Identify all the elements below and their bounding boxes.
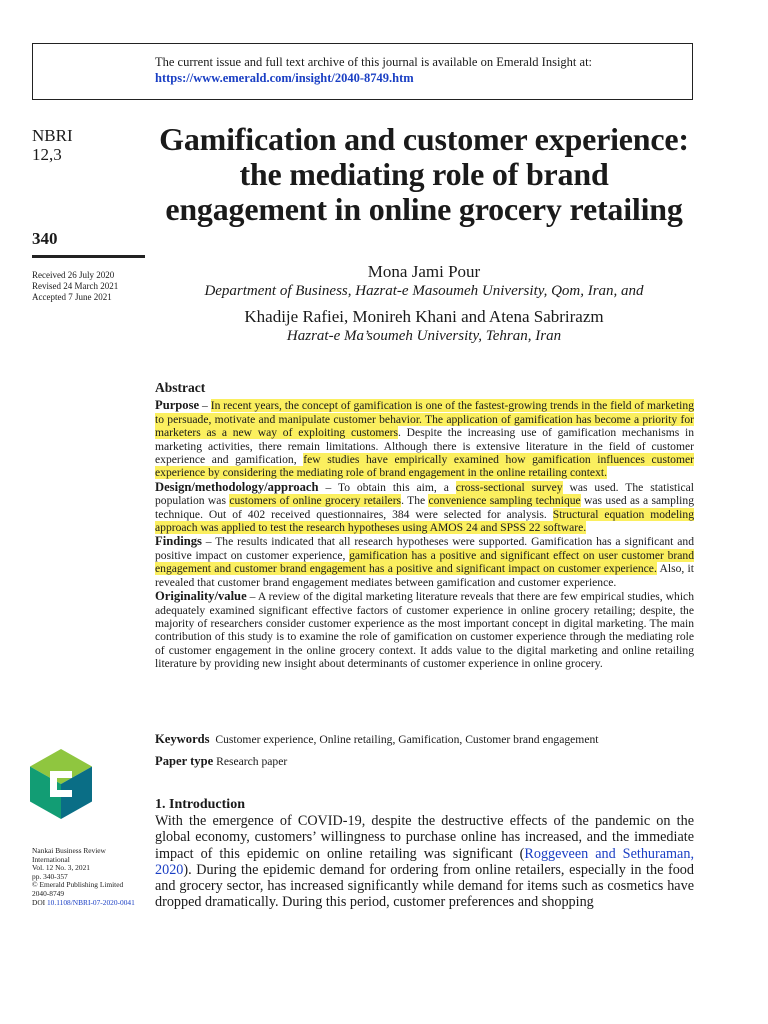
meta-line: © Emerald Publishing Limited [32,880,124,890]
purpose-highlight-2: few studies have empirically examined how gamification influences customer experience by considering the mediating role of brand engagement in the online retailing context. [155,453,694,480]
affiliation-secondary: Hazrat-e Ma’soumeh University, Tehran, Iran [286,328,562,344]
abstract-section [155,381,694,672]
meta-line: Nankai Business Review [32,846,106,855]
paper-type-label: Paper type [155,754,214,768]
page-number: 340 [32,229,58,248]
design-highlight-2: customers of online grocery retailers [229,494,402,508]
originality-text: – A review of the digital marketing literature reveals that there are few empirical studies, which adequately examined significant effective factors of customer experience in online grocery retailing; despite, the majority of researchers consider customer experience as the most important concept in digital marketing. The main contribution of this study is to examine the role of gamification on customer experience through the mediating role of customer engagement in the online grocery context. It adds value to the digital marketing and online retailing literature by providing new insight about determinants of customer experience in online grocery. [155,590,694,671]
page-rule-divider [32,255,145,258]
revised-date: Revised 24 March 2021 [32,281,119,291]
design-text-2: was used. The statistical population was [155,480,695,508]
intro-text-1: With the emergence of COVID-19, despite the destructive effects of the pandemic on the global economy, customers’ willingness to purchase online has increased, and the immediate impact of this epidemic on online retailing was significant ( [155,813,694,862]
introduction-heading: 1. Introduction [155,797,245,812]
journal-abbrev: NBRI [32,126,73,145]
design-text-1: – To obtain this aim, a [318,480,456,494]
intro-text-2: ). During the epidemic demand for ordering from online retailers, especially in the food and grocery sector, has increased significantly while demand for items such as cosmetics have dropped dramatically. During this period, customer preferences and shopping [155,861,694,911]
meta-line: Vol. 12 No. 3, 2021 [32,863,90,873]
submission-dates [32,270,118,303]
author-secondary: Khadije Rafiei, Monireh Khani and Atena Sabrirazm [244,307,604,326]
doi-label: DOI [32,897,47,907]
abstract-purpose [155,399,694,479]
keywords-line [155,732,694,747]
journal-url-link[interactable]: https://www.emerald.com/insight/2040-8749.htm [155,71,414,85]
originality-label: Originality/value [155,589,247,604]
purpose-text: . Despite the increasing use of gamification mechanisms in marketing activities, there remain limitations. Although there is extensive literature in the field of customer experience and gamification, [155,426,694,467]
doi-link[interactable]: 10.1108/NBRI-07-2020-0041 [46,897,135,907]
purpose-highlight-1: In recent years, the concept of gamification is one of the fastest-growing trends in the field of marketing to persuade, motivate and manipulate customer behavior. The application of gamification has become a priority for marketers as a new way of exploiting customers [155,399,694,440]
design-text-4: was used as a sampling technique. Out of 402 received questionnaires, 384 were selected for analysis. [155,494,694,521]
received-date: Received 26 July 2020 [32,270,115,280]
paper-title: Gamification and customer experience: the mediating role of brand engagement in online grocery retailing [159,121,689,227]
publication-metadata [32,847,135,907]
findings-label: Findings [155,534,202,549]
citation-link[interactable]: Roggeveen and Sethuraman, 2020 [155,845,694,878]
paper-type-line [155,754,694,769]
findings-text-2: Also, it revealed that customer brand engagement mediates between gamification and customer experience. [155,562,694,589]
journal-code [32,126,73,164]
emerald-logo-icon [30,749,92,819]
dash: – [199,399,211,413]
author-primary: Mona Jami Pour [367,262,481,281]
keywords-label: Keywords [155,732,210,746]
abstract-findings [155,535,694,589]
design-highlight-4: Structural equation modeling approach was applied to test the research hypotheses using AMOS 24 and SPSS 22 software. [155,507,694,535]
abstract-heading: Abstract [155,380,206,395]
accepted-date: Accepted 7 June 2021 [32,292,112,302]
journal-volume: 12,3 [32,145,62,164]
keywords-text: Customer experience, Online retailing, Gamification, Customer brand engagement [215,733,599,746]
introduction-paragraph [155,813,694,911]
affiliation-primary: Department of Business, Hazrat-e Masoumeh University, Qom, Iran, and [204,283,644,299]
meta-line: pp. 340-357 [32,871,68,881]
doi-line [32,899,135,908]
archive-notice: The current issue and full text archive of this journal is available on Emerald Insight at: [155,55,593,69]
findings-highlight: gamification has a positive and significant effect on user customer brand engagement and customer brand engagement has a positive and significant impact on customer experience. [155,548,694,576]
journal-access-box [32,43,693,100]
design-highlight-1: cross-sectional survey [455,480,563,494]
design-label: Design/methodology/approach [155,479,319,494]
purpose-label: Purpose [155,398,200,413]
paper-type-text: Research paper [216,755,288,768]
findings-text-1: – The results indicated that all research hypotheses were supported. Gamification has a significant and positive impact on customer experience, [155,535,694,562]
abstract-design [155,481,694,535]
meta-line: 2040-8749 [32,888,65,898]
meta-line: International [32,854,70,864]
abstract-originality [155,590,694,670]
design-highlight-3: convenience sampling technique [428,494,581,508]
design-text-3: . The [401,494,429,508]
